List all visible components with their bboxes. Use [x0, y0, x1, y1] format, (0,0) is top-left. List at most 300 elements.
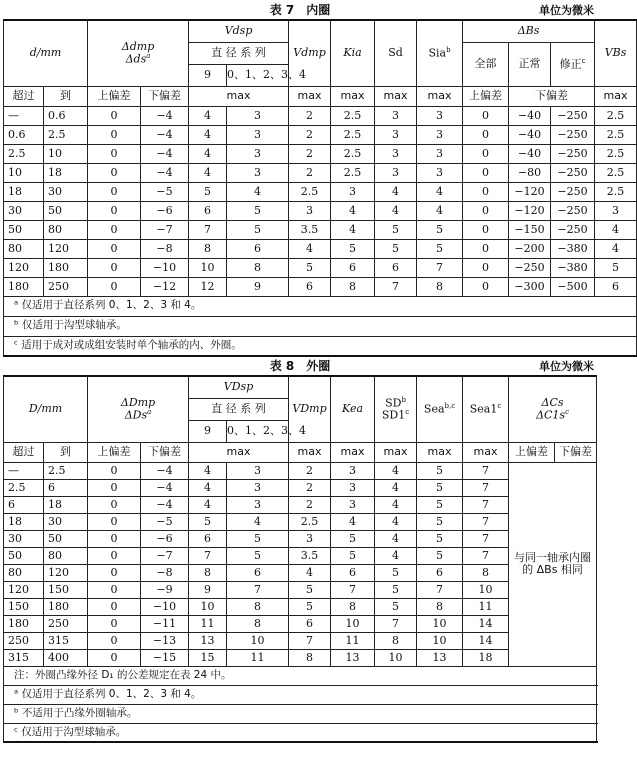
table-cell: 15 [189, 649, 227, 666]
table-cell: 14 [463, 615, 509, 632]
table-cell: 6 [4, 496, 44, 513]
table-cell: 3 [227, 479, 289, 496]
table-cell: 30 [4, 201, 44, 220]
table-cell: 4 [331, 201, 375, 220]
table-cell: 0 [88, 530, 141, 547]
table-cell: −150 [509, 220, 551, 239]
table-cell: 0 [463, 220, 509, 239]
t7-h-normal: 正常 [509, 42, 551, 86]
table-cell: 0 [463, 277, 509, 296]
table-cell: 8 [227, 615, 289, 632]
table7-title: 表 7 内圈 [269, 3, 331, 17]
table-cell: −5 [141, 513, 189, 530]
table-cell: 6 [417, 564, 463, 581]
t7-h-s9: 9 [189, 64, 227, 86]
t7-h-vbs: VBs [595, 20, 637, 86]
t7-h-deltas: Δdmp Δds$^a$ [88, 20, 189, 86]
table-cell: −250 [551, 163, 595, 182]
table-cell: 10 [227, 632, 289, 649]
table-cell: 0 [463, 125, 509, 144]
table-cell: 5 [375, 220, 417, 239]
table-cell: −11 [141, 615, 189, 632]
table-cell: 0 [88, 144, 141, 163]
table-cell: 7 [375, 615, 417, 632]
t7-h-vdmp: Vdmp [289, 20, 331, 86]
t7-h-upper2: 上偏差 [463, 86, 509, 106]
table-cell: −250 [551, 220, 595, 239]
table-cell: 10 [189, 258, 227, 277]
table-row [4, 277, 637, 296]
table-cell: 3 [417, 144, 463, 163]
table-cell: 10 [463, 581, 509, 598]
table-cell: 120 [4, 581, 44, 598]
table-cell: 315 [44, 632, 88, 649]
table-cell: 180 [44, 258, 88, 277]
table-cell: 120 [44, 239, 88, 258]
table-cell: 5 [417, 239, 463, 258]
table-row [4, 649, 597, 666]
table-cell: 3 [375, 163, 417, 182]
table-cell: 5 [595, 258, 637, 277]
table-cell: 2.5 [4, 144, 44, 163]
table-cell: 5 [375, 581, 417, 598]
table-cell: 13 [417, 649, 463, 666]
table-cell: −4 [141, 125, 189, 144]
t8-h-s9: 9 [189, 420, 227, 442]
table-cell: 5 [417, 530, 463, 547]
table-cell: 5 [331, 239, 375, 258]
table-cell: 8 [289, 649, 331, 666]
table-cell: 10 [189, 598, 227, 615]
table-cell: 6 [189, 530, 227, 547]
table-cell: 7 [463, 496, 509, 513]
table-cell: 11 [189, 615, 227, 632]
table-cell: 18 [44, 163, 88, 182]
table-cell: 180 [44, 598, 88, 615]
t8-h-sea: Sea$^{b,c}$ [417, 376, 463, 442]
table-cell: −40 [509, 125, 551, 144]
table-cell: 0 [88, 462, 141, 479]
table-cell: 0 [88, 125, 141, 144]
table-cell: −250 [551, 125, 595, 144]
table-cell: 7 [463, 462, 509, 479]
table-cell: −9 [141, 581, 189, 598]
table-cell: 7 [417, 258, 463, 277]
table-cell: 6 [189, 201, 227, 220]
table-cell: 2 [289, 144, 331, 163]
table-cell: 0 [88, 239, 141, 258]
table-row [4, 220, 637, 239]
table-cell: −250 [551, 201, 595, 220]
t8-footnote: 注：外圈凸缘外径 D₁ 的公差规定在表 24 中。 [4, 666, 597, 685]
t7-h-kia: Kia [331, 20, 375, 86]
table-cell: 5 [289, 598, 331, 615]
table-cell: 8 [375, 632, 417, 649]
table-cell: 315 [4, 649, 44, 666]
t8-h-dcs: ΔCs $\Delta C1s^c$ [509, 376, 597, 442]
table-cell: 4 [289, 564, 331, 581]
table-cell: 9 [189, 581, 227, 598]
table-cell: 2.5 [331, 163, 375, 182]
table-cell: 7 [375, 277, 417, 296]
t7-note-c: ᶜ 适用于成对或成组安装时单个轴承的内、外圈。 [4, 336, 637, 356]
table-cell: 10 [4, 163, 44, 182]
table-cell: 3 [331, 462, 375, 479]
table-cell: 2 [289, 125, 331, 144]
t8-h-sd: $SD^b$ SD1$^c$ [375, 376, 417, 442]
t8-h-d: D/mm [4, 376, 88, 442]
table-cell: 3 [227, 496, 289, 513]
table-cell: 120 [4, 258, 44, 277]
table-cell: −12 [141, 277, 189, 296]
table-cell: 4 [189, 462, 227, 479]
table-cell: −4 [141, 106, 189, 125]
t8-note-b: ᵇ 不适用于凸缘外圈轴承。 [4, 704, 597, 723]
table-cell: 6 [227, 564, 289, 581]
t8-h-max: max [289, 442, 331, 462]
table-cell: 7 [227, 581, 289, 598]
table-cell: 0 [88, 106, 141, 125]
table-cell: 13 [189, 632, 227, 649]
table-row [4, 513, 597, 530]
table-cell: 2.5 [595, 163, 637, 182]
t7-note-a: ᵃ 仅适用于直径系列 0、1、2、3 和 4。 [4, 296, 637, 316]
table-cell: −250 [551, 182, 595, 201]
table-cell: 3 [331, 182, 375, 201]
table-cell: 4 [189, 106, 227, 125]
table-cell: 5 [417, 479, 463, 496]
table-cell: 0 [88, 547, 141, 564]
table-cell: 4 [331, 220, 375, 239]
table7-unit: 单位为微米 [539, 4, 594, 17]
table-cell: −4 [141, 479, 189, 496]
table-cell: — [4, 106, 44, 125]
t8-h-max: max [331, 442, 375, 462]
table-cell: 5 [227, 201, 289, 220]
table-cell: −10 [141, 598, 189, 615]
table-cell: 250 [44, 615, 88, 632]
table-cell: 11 [463, 598, 509, 615]
table-cell: 8 [417, 598, 463, 615]
table-row [4, 201, 637, 220]
table-cell: 5 [289, 581, 331, 598]
table-cell: −6 [141, 201, 189, 220]
table-cell: 7 [289, 632, 331, 649]
t8-h-upper: 上偏差 [88, 442, 141, 462]
t8-note-c: ᶜ 仅适用于沟型球轴承。 [4, 723, 597, 742]
table-cell: 8 [331, 277, 375, 296]
table-cell: 3 [375, 125, 417, 144]
table-cell: 4 [289, 239, 331, 258]
table-cell: 6 [289, 615, 331, 632]
table-cell: 2.5 [595, 144, 637, 163]
t8-h-lower2: 下偏差 [555, 442, 597, 462]
table7-caption [0, 0, 600, 18]
table8 [3, 375, 597, 743]
table8-unit: 单位为微米 [539, 360, 594, 373]
table-cell: 150 [4, 598, 44, 615]
table-cell: 4 [375, 547, 417, 564]
table-row [4, 144, 637, 163]
t7-h-max: max [417, 86, 463, 106]
table-cell: 80 [4, 564, 44, 581]
t7-h-corr: 修正$^c$ [551, 42, 595, 86]
table-cell: 8 [189, 239, 227, 258]
table-cell: 2.5 [595, 125, 637, 144]
table-cell: 3 [595, 201, 637, 220]
table-cell: 4 [375, 201, 417, 220]
table-cell: 3 [375, 106, 417, 125]
table-cell: 7 [463, 530, 509, 547]
table7 [3, 19, 637, 357]
table-cell: 0 [463, 258, 509, 277]
table-cell: 30 [4, 530, 44, 547]
table-cell: 0 [88, 163, 141, 182]
table-cell: 4 [189, 496, 227, 513]
table-cell: −5 [141, 182, 189, 201]
table-cell: 4 [595, 239, 637, 258]
table-cell: 5 [375, 239, 417, 258]
table-cell: −250 [551, 106, 595, 125]
table-cell: 5 [227, 220, 289, 239]
t8-h-over: 超过 [4, 442, 44, 462]
table-cell: 2.5 [289, 513, 331, 530]
table-cell: 2.5 [331, 125, 375, 144]
table-cell: 2 [289, 106, 331, 125]
table-cell: −8 [141, 239, 189, 258]
table-cell: 3 [375, 144, 417, 163]
table-cell: −13 [141, 632, 189, 649]
table-cell: 4 [375, 182, 417, 201]
table-row [4, 462, 597, 479]
table-row [4, 106, 637, 125]
t8-h-sea1: Sea1$^c$ [463, 376, 509, 442]
table-cell: 12 [189, 277, 227, 296]
table-cell: 4 [417, 182, 463, 201]
table-cell: 0 [88, 277, 141, 296]
table-cell: −250 [509, 258, 551, 277]
table-cell: 8 [227, 258, 289, 277]
table-cell: — [4, 462, 44, 479]
t7-h-all: 全部 [463, 42, 509, 86]
table-cell: 4 [375, 496, 417, 513]
table-cell: 8 [189, 564, 227, 581]
table-cell: 3 [331, 496, 375, 513]
table-cell: 4 [375, 513, 417, 530]
t7-h-vdsp: Vdsp [189, 20, 289, 42]
table-cell: 2.5 [4, 479, 44, 496]
t8-h-kea: Kea [331, 376, 375, 442]
t7-h-lower: 下偏差 [141, 86, 189, 106]
table-cell: 0 [88, 632, 141, 649]
table-row [4, 258, 637, 277]
table-row [4, 581, 597, 598]
table-cell: 5 [417, 496, 463, 513]
table-cell: 0 [463, 239, 509, 258]
table-cell: 6 [375, 258, 417, 277]
table-cell: 180 [4, 277, 44, 296]
table-cell: −4 [141, 462, 189, 479]
t8-h-upper2: 上偏差 [509, 442, 555, 462]
table-cell: −120 [509, 201, 551, 220]
merged-dcs-cell: 与同一轴承内圈的 ΔBs 相同 [509, 462, 597, 666]
t7-h-series: 直 径 系 列 [189, 42, 289, 64]
table-cell: 0 [88, 581, 141, 598]
table-cell: 2.5 [331, 144, 375, 163]
table-cell: 5 [189, 182, 227, 201]
table-cell: 10 [44, 144, 88, 163]
table-cell: 50 [44, 201, 88, 220]
table-cell: 4 [417, 201, 463, 220]
table-cell: 18 [463, 649, 509, 666]
table-cell: −40 [509, 106, 551, 125]
table-cell: 14 [463, 632, 509, 649]
table-cell: 11 [331, 632, 375, 649]
t7-h-max: max [595, 86, 637, 106]
table-cell: −4 [141, 496, 189, 513]
table-cell: 0 [463, 163, 509, 182]
table-cell: 3 [227, 106, 289, 125]
table-cell: 5 [289, 258, 331, 277]
table-cell: 2.5 [44, 125, 88, 144]
table-cell: 2 [289, 479, 331, 496]
t8-h-vdmp: VDmp [289, 376, 331, 442]
t8-h-max: max [189, 442, 289, 462]
t7-h-d: d/mm [4, 20, 88, 86]
table-cell: 5 [375, 564, 417, 581]
table-cell: 120 [44, 564, 88, 581]
table-cell: −300 [509, 277, 551, 296]
table-cell: 6 [227, 239, 289, 258]
table-cell: 10 [417, 632, 463, 649]
table-cell: 4 [375, 479, 417, 496]
table-row [4, 125, 637, 144]
table-cell: 2.5 [44, 462, 88, 479]
t7-h-s0: 0、1、2、3、4 [227, 64, 289, 86]
table-cell: 5 [331, 530, 375, 547]
t7-h-dbs: ΔBs [463, 20, 595, 42]
table-cell: 0 [463, 144, 509, 163]
table-cell: 6 [331, 258, 375, 277]
table-cell: 6 [331, 564, 375, 581]
t7-h-max: max [289, 86, 331, 106]
table-cell: 0.6 [44, 106, 88, 125]
table-cell: −80 [509, 163, 551, 182]
table-cell: 5 [417, 513, 463, 530]
table-cell: 50 [4, 220, 44, 239]
table-cell: 0 [88, 598, 141, 615]
table-cell: 5 [417, 547, 463, 564]
table-cell: −6 [141, 530, 189, 547]
table-cell: 3.5 [289, 220, 331, 239]
table-cell: 0 [463, 182, 509, 201]
table-row [4, 182, 637, 201]
table-cell: 250 [4, 632, 44, 649]
table-cell: 0 [88, 479, 141, 496]
table-cell: 3 [227, 163, 289, 182]
t7-h-to: 到 [44, 86, 88, 106]
table-row [4, 598, 597, 615]
table-cell: −4 [141, 144, 189, 163]
table-cell: 8 [331, 598, 375, 615]
table-cell: 0 [88, 220, 141, 239]
table-cell: 0.6 [4, 125, 44, 144]
table-cell: 3 [417, 163, 463, 182]
table-cell: 5 [189, 513, 227, 530]
table-cell: 0 [88, 513, 141, 530]
table-cell: 8 [227, 598, 289, 615]
table8-caption [0, 356, 600, 374]
table-cell: 2.5 [595, 106, 637, 125]
table-cell: 8 [463, 564, 509, 581]
t7-h-sia: Sia$^b$ [417, 20, 463, 86]
table-cell: 4 [595, 220, 637, 239]
t8-h-s0: 0、1、2、3、4 [227, 420, 289, 442]
table-cell: 7 [189, 547, 227, 564]
table-cell: 4 [227, 513, 289, 530]
t8-h-max: max [463, 442, 509, 462]
table-cell: 7 [463, 479, 509, 496]
t7-h-over: 超过 [4, 86, 44, 106]
t8-h-series: 直 径 系 列 [189, 398, 289, 420]
t7-h-max: max [189, 86, 289, 106]
table-cell: −380 [551, 258, 595, 277]
table-cell: −120 [509, 182, 551, 201]
table-cell: 18 [4, 182, 44, 201]
table-cell: 3.5 [289, 547, 331, 564]
table-cell: 3 [227, 462, 289, 479]
table-cell: 9 [227, 277, 289, 296]
table-cell: 0 [88, 649, 141, 666]
table-cell: 7 [417, 581, 463, 598]
table-cell: 7 [463, 513, 509, 530]
table-cell: 2 [289, 163, 331, 182]
table-cell: 0 [88, 258, 141, 277]
table-cell: 7 [189, 220, 227, 239]
table-cell: 2 [289, 462, 331, 479]
table-cell: −8 [141, 564, 189, 581]
t8-h-max: max [417, 442, 463, 462]
t8-h-deltas: ΔDmp ΔDs$^a$ [88, 376, 189, 442]
t7-h-max: max [375, 86, 417, 106]
table8-title: 表 8 外圈 [269, 359, 331, 373]
table-cell: 3 [227, 125, 289, 144]
table-row [4, 547, 597, 564]
table-cell: 3 [227, 144, 289, 163]
t8-h-vdsp: VDsp [189, 376, 289, 398]
t8-h-to: 到 [44, 442, 88, 462]
table-cell: 3 [417, 106, 463, 125]
t7-h-max: max [331, 86, 375, 106]
table-cell: 50 [44, 530, 88, 547]
table-cell: 30 [44, 182, 88, 201]
table-row [4, 632, 597, 649]
table-cell: 4 [375, 530, 417, 547]
table-cell: 5 [227, 547, 289, 564]
table-row [4, 479, 597, 496]
table-cell: 6 [595, 277, 637, 296]
table-cell: 4 [227, 182, 289, 201]
table-cell: 0 [88, 182, 141, 201]
table-cell: 3 [289, 530, 331, 547]
table-cell: 7 [463, 547, 509, 564]
table-cell: 5 [375, 598, 417, 615]
table-cell: −380 [551, 239, 595, 258]
t7-h-sd: Sd [375, 20, 417, 86]
table-cell: −4 [141, 163, 189, 182]
table-cell: 18 [44, 496, 88, 513]
table-cell: 0 [88, 201, 141, 220]
